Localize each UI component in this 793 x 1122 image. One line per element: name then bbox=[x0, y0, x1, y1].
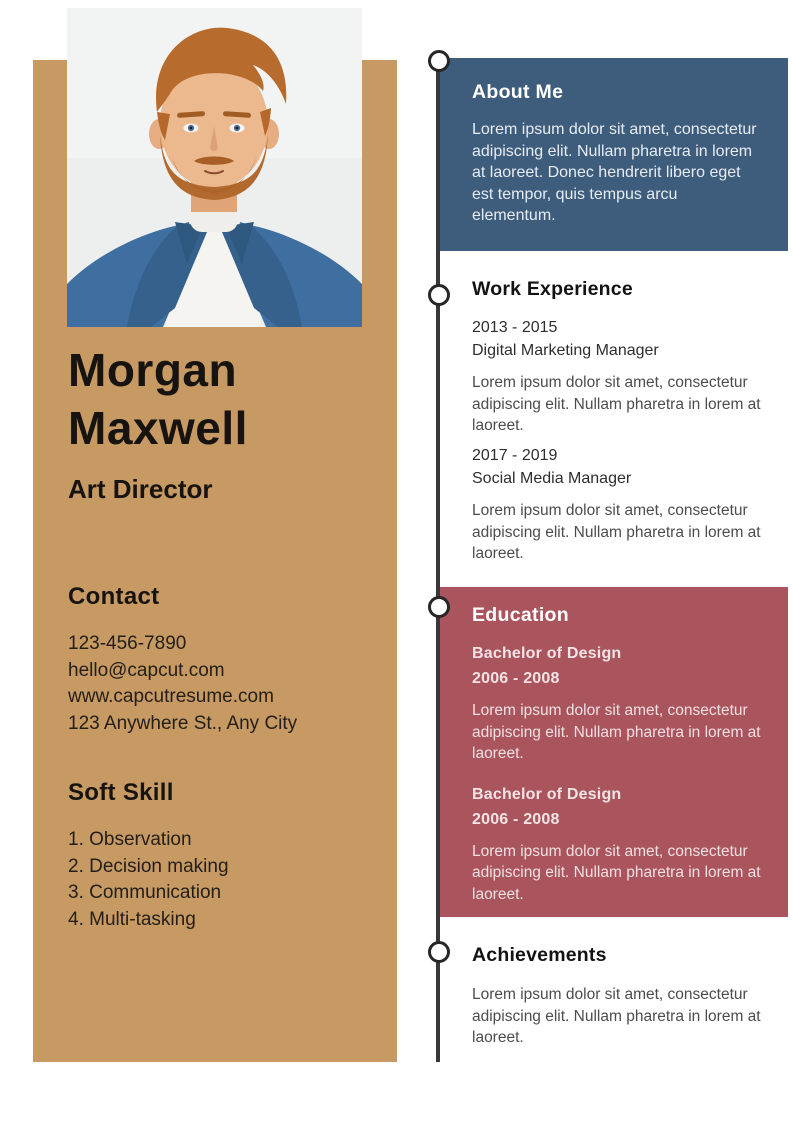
education-section bbox=[440, 587, 788, 917]
job-title: Art Director bbox=[68, 474, 213, 504]
person-name: Morgan Maxwell bbox=[68, 344, 248, 454]
soft-skill-item: 2. Decision making bbox=[68, 855, 229, 877]
work-entry-role: Social Media Manager bbox=[472, 470, 632, 487]
education-entry bbox=[472, 782, 766, 906]
timeline-dot-achievements bbox=[428, 941, 450, 963]
education-body: Lorem ipsum dolor sit amet, consectetur adipiscing elit. Nullam pharetra in lorem at laoreet. bbox=[472, 702, 761, 762]
timeline-dot-education bbox=[428, 596, 450, 618]
contact-website: www.capcutresume.com bbox=[68, 686, 274, 707]
work-entry-period: 2017 - 2019 bbox=[472, 447, 558, 464]
profile-photo-illustration bbox=[67, 8, 362, 327]
education-entry bbox=[472, 641, 766, 765]
education-degree: Bachelor of Design bbox=[472, 785, 622, 803]
soft-skill-list bbox=[68, 827, 229, 933]
profile-photo bbox=[67, 8, 362, 327]
about-heading: About Me bbox=[472, 81, 564, 103]
about-section bbox=[440, 58, 788, 251]
work-entry-role: Digital Marketing Manager bbox=[472, 342, 659, 359]
work-entry bbox=[472, 444, 777, 565]
achievements-body: Lorem ipsum dolor sit amet, consectetur adipiscing elit. Nullam pharetra in lorem at laoreet. bbox=[472, 986, 761, 1046]
soft-skill-item: 4. Multi-tasking bbox=[68, 908, 196, 930]
timeline-dot-work bbox=[428, 284, 450, 306]
about-body: Lorem ipsum dolor sit amet, consectetur adipiscing elit. Nullam pharetra in lorem at laoreet. Donec hendrerit libero eget est tempor, quis tempus arcu elementum. bbox=[472, 121, 757, 224]
timeline-dot-about bbox=[428, 50, 450, 72]
contact-phone: 123-456-7890 bbox=[68, 633, 187, 654]
work-entry-period: 2013 - 2015 bbox=[472, 319, 558, 336]
soft-skill-item: 3. Communication bbox=[68, 882, 222, 903]
work-entry-body: Lorem ipsum dolor sit amet, consectetur adipiscing elit. Nullam pharetra in lorem at laoreet. bbox=[472, 502, 761, 562]
soft-skill-heading: Soft Skill bbox=[68, 779, 174, 806]
work-experience-heading: Work Experience bbox=[472, 278, 633, 300]
work-entry-body: Lorem ipsum dolor sit amet, consectetur adipiscing elit. Nullam pharetra in lorem at laoreet. bbox=[472, 374, 761, 434]
achievements-heading: Achievements bbox=[472, 944, 607, 966]
contact-list bbox=[68, 631, 297, 737]
education-period: 2006 - 2008 bbox=[472, 670, 560, 687]
work-entry bbox=[472, 316, 777, 437]
contact-email: hello@capcut.com bbox=[68, 659, 225, 681]
education-heading: Education bbox=[472, 604, 569, 626]
education-period: 2006 - 2008 bbox=[472, 810, 560, 828]
education-degree: Bachelor of Design bbox=[472, 645, 622, 662]
education-body: Lorem ipsum dolor sit amet, consectetur adipiscing elit. Nullam pharetra in lorem at laoreet. bbox=[472, 842, 761, 903]
soft-skill-item: 1. Observation bbox=[68, 829, 192, 850]
contact-address: 123 Anywhere St., Any City bbox=[68, 712, 298, 734]
contact-heading: Contact bbox=[68, 583, 160, 610]
